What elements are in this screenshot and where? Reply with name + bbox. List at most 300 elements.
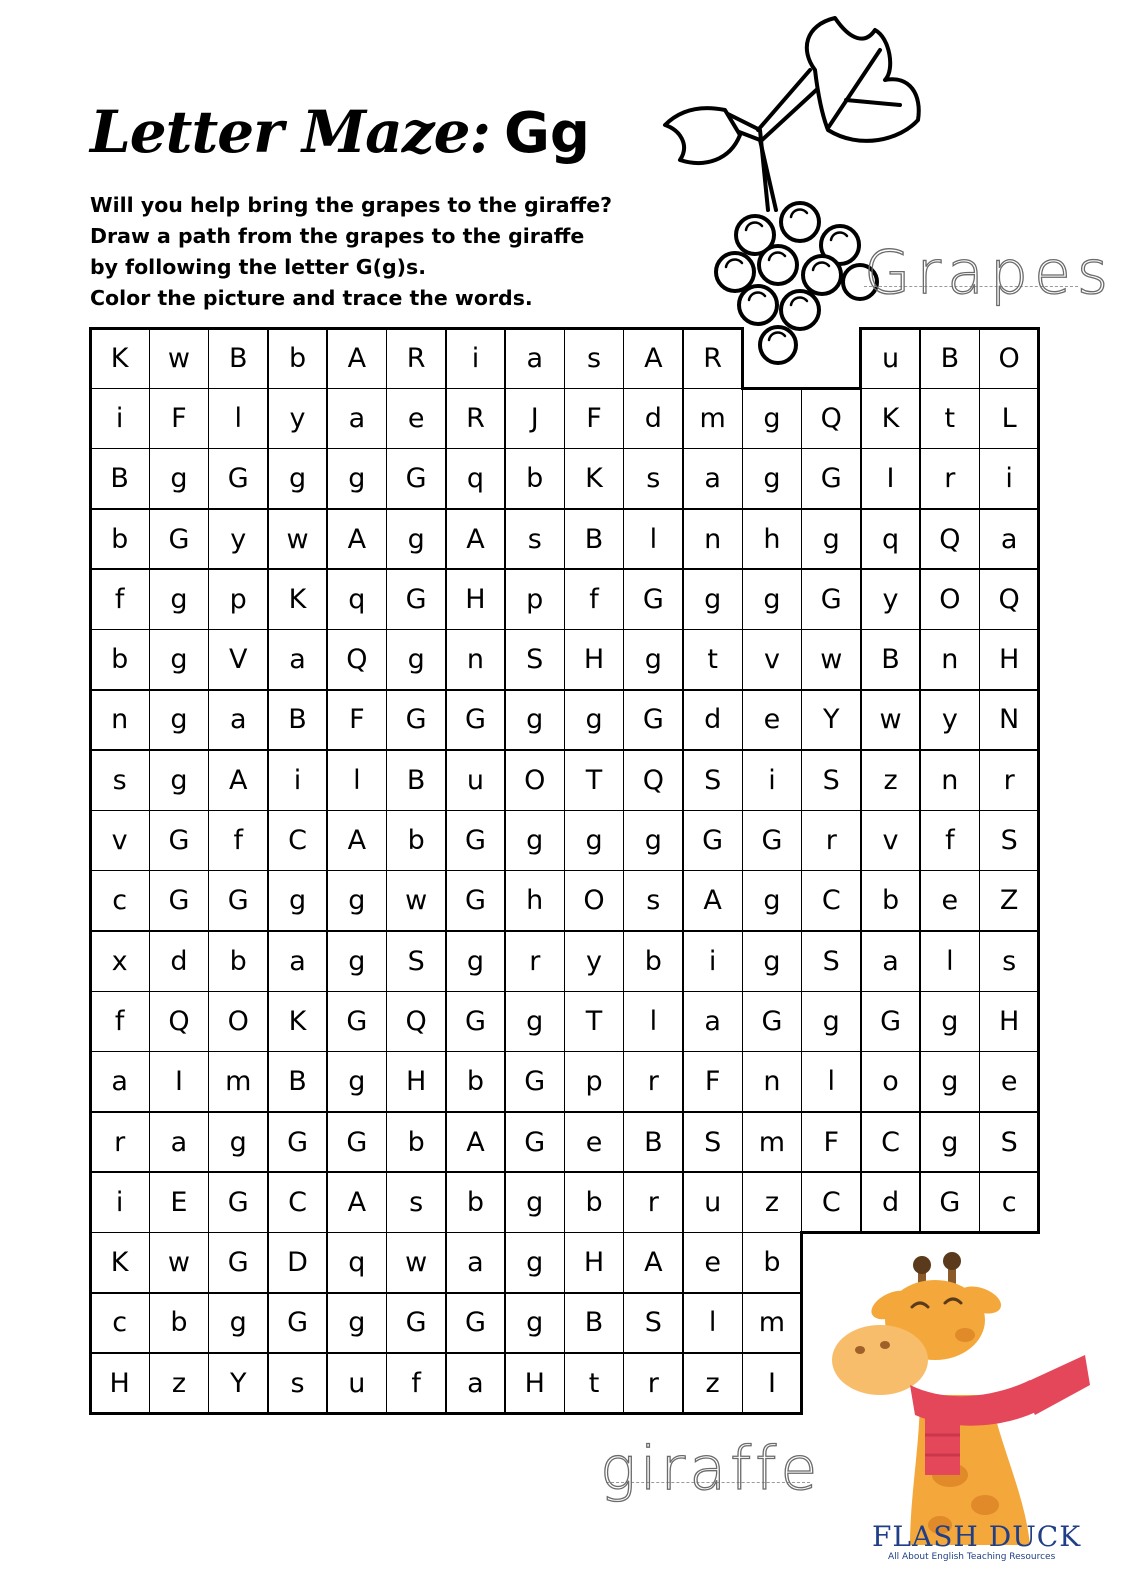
maze-cell[interactable]: q	[881, 523, 900, 555]
maze-cell[interactable]: g	[466, 945, 485, 977]
maze-cell[interactable]: g	[170, 463, 188, 495]
maze-cell[interactable]: g	[704, 583, 722, 615]
maze-cell[interactable]: w	[405, 1247, 428, 1279]
maze-cell[interactable]: b	[585, 1186, 603, 1218]
maze-cell[interactable]: G	[168, 885, 190, 917]
maze-cell[interactable]: R	[466, 402, 485, 434]
maze-cell[interactable]: a	[467, 1247, 484, 1279]
maze-grid-line	[563, 1412, 625, 1415]
maze-cell[interactable]: r	[825, 825, 837, 857]
maze-cell[interactable]: G	[524, 1066, 546, 1098]
maze-cell[interactable]: a	[882, 945, 899, 977]
maze-cell[interactable]: B	[288, 704, 307, 736]
maze-grid-line	[741, 387, 803, 390]
maze-cell[interactable]: G	[642, 704, 664, 736]
maze-cell[interactable]: H	[405, 1066, 427, 1098]
maze-cell[interactable]: l	[708, 1307, 717, 1339]
maze-cell[interactable]: b	[229, 945, 247, 977]
maze-cell[interactable]: A	[466, 1126, 485, 1158]
maze-cell[interactable]: w	[405, 885, 428, 917]
maze-cell[interactable]: r	[647, 1186, 659, 1218]
maze-cell[interactable]: e	[763, 704, 781, 736]
maze-cell[interactable]: g	[526, 1247, 544, 1279]
maze-cell[interactable]: B	[288, 1066, 307, 1098]
maze-cell[interactable]: G	[346, 1005, 368, 1037]
maze-cell[interactable]: g	[763, 402, 781, 434]
maze-cell[interactable]: i	[293, 764, 302, 796]
maze-cell[interactable]: C	[881, 1126, 900, 1158]
maze-cell[interactable]: o	[882, 1066, 899, 1098]
maze-cell[interactable]: G	[405, 704, 427, 736]
maze-cell[interactable]: I	[767, 1367, 776, 1399]
maze-cell[interactable]: K	[288, 583, 307, 615]
maze-cell[interactable]: G	[702, 825, 724, 857]
maze-cell[interactable]: S	[822, 764, 840, 796]
maze-cell[interactable]: b	[881, 885, 900, 917]
maze-cell[interactable]: g	[763, 885, 781, 917]
maze-cell[interactable]: p	[526, 583, 544, 615]
maze-cell[interactable]: q	[466, 463, 485, 495]
maze-cell[interactable]: N	[999, 704, 1020, 736]
maze-cell[interactable]: B	[644, 1126, 663, 1158]
maze-cell[interactable]: G	[287, 1307, 308, 1339]
maze-cell[interactable]: H	[583, 1247, 605, 1279]
maze-cell[interactable]: B	[584, 523, 604, 555]
maze-cell[interactable]: S	[1000, 825, 1018, 857]
maze-grid-line	[89, 1291, 92, 1354]
maze-cell[interactable]: A	[703, 885, 722, 917]
maze-cell[interactable]: u	[704, 1186, 722, 1218]
maze-cell[interactable]: g	[407, 644, 425, 676]
maze-cell[interactable]: G	[820, 583, 842, 615]
maze-cell[interactable]: S	[822, 945, 840, 977]
maze-cell[interactable]: H	[583, 644, 605, 676]
maze-cell[interactable]: a	[467, 1367, 484, 1399]
maze-cell[interactable]: Q	[998, 583, 1020, 615]
maze-cell[interactable]: g	[585, 704, 603, 736]
maze-cell[interactable]: F	[823, 1126, 839, 1158]
maze-cell[interactable]: G	[346, 1126, 368, 1158]
maze-cell[interactable]: D	[287, 1247, 308, 1279]
maze-cell[interactable]: g	[763, 463, 781, 495]
maze-cell[interactable]: A	[347, 523, 367, 555]
maze-cell[interactable]: a	[348, 402, 366, 434]
maze-grid-line	[385, 1412, 447, 1415]
maze-cell[interactable]: r	[114, 1126, 126, 1158]
maze-cell[interactable]: r	[1003, 764, 1015, 796]
maze-cell[interactable]: g	[526, 1005, 544, 1037]
maze-cell[interactable]: z	[764, 1186, 780, 1218]
maze-cell[interactable]: a	[526, 342, 544, 374]
maze-cell[interactable]: C	[821, 885, 841, 917]
maze-cell[interactable]: u	[348, 1367, 366, 1399]
maze-cell[interactable]: b	[644, 945, 662, 977]
maze-cell[interactable]: r	[944, 463, 956, 495]
maze-cell[interactable]: G	[880, 1005, 901, 1037]
maze-cell[interactable]: g	[288, 885, 307, 917]
maze-cell[interactable]: g	[585, 825, 603, 857]
maze-cell[interactable]: r	[529, 945, 541, 977]
maze-cell[interactable]: g	[229, 1126, 247, 1158]
maze-cell[interactable]: u	[881, 342, 900, 374]
maze-cell[interactable]: B	[881, 644, 900, 676]
maze-cell[interactable]: G	[168, 825, 190, 857]
maze-cell[interactable]: l	[827, 1066, 835, 1098]
maze-cell[interactable]: G	[820, 463, 842, 495]
maze-cell[interactable]: V	[229, 644, 248, 676]
maze-cell[interactable]: g	[822, 523, 840, 555]
maze-cell[interactable]: g	[348, 1307, 366, 1339]
maze-cell[interactable]: J	[530, 402, 539, 434]
maze-grid-line	[89, 1231, 92, 1294]
maze-cell[interactable]: s	[587, 342, 602, 374]
maze-cell[interactable]: s	[527, 523, 542, 555]
maze-grid-line	[1037, 327, 1040, 390]
maze-cell[interactable]: Z	[999, 885, 1019, 917]
maze-cell[interactable]: s	[646, 885, 661, 917]
maze-grid-line	[622, 1412, 684, 1415]
maze-cell[interactable]: z	[705, 1367, 720, 1399]
maze-cell[interactable]: G	[524, 1126, 546, 1158]
maze-cell[interactable]: d	[644, 402, 662, 434]
maze-cell[interactable]: G	[761, 825, 783, 857]
maze-cell[interactable]: h	[763, 523, 781, 555]
maze-cell[interactable]: g	[229, 1307, 247, 1339]
maze-cell[interactable]: A	[644, 342, 663, 374]
maze-cell[interactable]: m	[758, 1126, 786, 1158]
maze-cell[interactable]: I	[174, 1066, 183, 1098]
maze-cell[interactable]: a	[1000, 523, 1018, 555]
maze-cell[interactable]: B	[110, 463, 129, 495]
maze-cell[interactable]: b	[407, 1126, 425, 1158]
maze-cell[interactable]: p	[229, 583, 247, 615]
maze-cell[interactable]: f	[945, 825, 955, 857]
maze-cell[interactable]: w	[167, 342, 190, 374]
maze-cell[interactable]: S	[1000, 1126, 1018, 1158]
maze-grid-line	[89, 507, 92, 570]
maze-cell[interactable]: g	[526, 1186, 544, 1218]
maze-cell[interactable]: f	[114, 583, 125, 615]
maze-grid-line	[1037, 1171, 1040, 1234]
maze-cell[interactable]: G	[405, 463, 427, 495]
maze-cell[interactable]: m	[758, 1307, 786, 1339]
maze-cell[interactable]: y	[882, 583, 899, 615]
maze-cell[interactable]: g	[348, 945, 366, 977]
maze-cell[interactable]: g	[526, 704, 544, 736]
maze-cell[interactable]: a	[229, 704, 247, 736]
maze-cell[interactable]: K	[110, 342, 129, 374]
maze-cell[interactable]: O	[939, 583, 961, 615]
maze-cell[interactable]: p	[585, 1066, 603, 1098]
maze-cell[interactable]: A	[644, 1247, 663, 1279]
maze-cell[interactable]: b	[407, 825, 425, 857]
maze-cell[interactable]: g	[763, 583, 781, 615]
maze-cell[interactable]: i	[471, 342, 480, 374]
maze-cell[interactable]: n	[466, 644, 484, 676]
maze-cell[interactable]: H	[524, 1367, 545, 1399]
maze-cell[interactable]: t	[707, 644, 718, 676]
maze-cell[interactable]: y	[586, 945, 603, 977]
maze-cell[interactable]: i	[115, 1186, 124, 1218]
maze-grid-line	[1037, 447, 1040, 510]
maze-cell[interactable]: a	[289, 644, 306, 676]
maze-cell[interactable]: K	[585, 463, 603, 495]
maze-cell[interactable]: K	[288, 1005, 307, 1037]
maze-cell[interactable]: w	[167, 1247, 190, 1279]
maze-cell[interactable]: B	[584, 1307, 604, 1339]
maze-cell[interactable]: n	[763, 1066, 781, 1098]
maze-cell[interactable]: O	[227, 1005, 249, 1037]
maze-cell[interactable]: s	[646, 463, 661, 495]
maze-cell[interactable]: G	[464, 825, 486, 857]
maze-cell[interactable]: g	[763, 945, 781, 977]
maze-cell[interactable]: i	[708, 945, 717, 977]
maze-cell[interactable]: t	[588, 1367, 600, 1399]
maze-cell[interactable]: m	[225, 1066, 252, 1098]
maze-cell[interactable]: l	[649, 523, 658, 555]
maze-cell[interactable]: g	[644, 644, 662, 676]
maze-cell[interactable]: G	[287, 1126, 308, 1158]
maze-cell[interactable]: n	[941, 764, 959, 796]
maze-cell[interactable]: S	[526, 644, 544, 676]
maze-cell[interactable]: G	[227, 1247, 249, 1279]
maze-cell[interactable]: G	[227, 885, 249, 917]
maze-cell[interactable]: l	[234, 402, 242, 434]
maze-cell[interactable]: h	[526, 885, 544, 917]
maze-cell[interactable]: R	[703, 342, 723, 374]
maze-grid-line	[207, 1412, 269, 1415]
maze-grid-line	[385, 327, 447, 330]
maze-cell[interactable]: f	[114, 1005, 125, 1037]
maze-cell[interactable]: A	[466, 523, 485, 555]
maze-cell[interactable]: F	[704, 1066, 721, 1098]
maze-cell[interactable]: A	[347, 1186, 367, 1218]
maze-cell[interactable]: n	[704, 523, 722, 555]
maze-cell[interactable]: I	[886, 463, 895, 495]
maze-cell[interactable]: Q	[405, 1005, 427, 1037]
maze-cell[interactable]: A	[347, 825, 367, 857]
maze-cell[interactable]: S	[704, 1126, 722, 1158]
maze-cell[interactable]: b	[466, 1066, 485, 1098]
maze-cell[interactable]: H	[465, 583, 486, 615]
maze-cell[interactable]: e	[1000, 1066, 1018, 1098]
maze-cell[interactable]: Q	[820, 402, 842, 434]
instruction-line: Color the picture and trace the words.	[90, 286, 533, 310]
maze-cell[interactable]: g	[348, 463, 366, 495]
maze-cell[interactable]: a	[704, 463, 721, 495]
maze-cell[interactable]: s	[112, 764, 127, 796]
maze-cell[interactable]: b	[526, 463, 544, 495]
flash-duck-logo	[872, 1520, 1082, 1570]
maze-cell[interactable]: e	[585, 1126, 603, 1158]
maze-cell[interactable]: g	[941, 1005, 959, 1037]
maze-cell[interactable]: s	[1002, 945, 1017, 977]
maze-cell[interactable]: l	[946, 945, 954, 977]
maze-cell[interactable]: g	[348, 885, 366, 917]
maze-cell[interactable]: i	[115, 402, 124, 434]
maze-cell[interactable]: e	[704, 1247, 721, 1279]
maze-cell[interactable]: S	[407, 945, 425, 977]
maze-cell[interactable]: H	[109, 1367, 130, 1399]
maze-cell[interactable]: A	[347, 342, 367, 374]
maze-cell[interactable]: G	[464, 1005, 486, 1037]
maze-cell[interactable]: Y	[822, 704, 840, 736]
maze-grid-line	[148, 1412, 210, 1415]
maze-cell[interactable]: C	[288, 825, 307, 857]
maze-cell[interactable]: l	[649, 1005, 658, 1037]
maze-cell[interactable]: H	[998, 1005, 1020, 1037]
maze-cell[interactable]: d	[881, 1186, 900, 1218]
maze-cell[interactable]: a	[111, 1066, 128, 1098]
maze-cell[interactable]: l	[353, 764, 361, 796]
maze-cell[interactable]: Y	[229, 1367, 247, 1399]
maze-cell[interactable]: E	[170, 1186, 188, 1218]
maze-cell[interactable]: t	[944, 402, 956, 434]
maze-cell[interactable]: B	[228, 342, 248, 374]
maze-cell[interactable]: A	[229, 764, 248, 796]
maze-cell[interactable]: G	[642, 583, 664, 615]
maze-cell[interactable]: G	[227, 1186, 249, 1218]
maze-cell[interactable]: y	[941, 704, 958, 736]
maze-cell[interactable]: b	[466, 1186, 485, 1218]
maze-cell[interactable]: b	[111, 523, 129, 555]
maze-cell[interactable]: c	[112, 885, 128, 917]
maze-cell[interactable]: K	[881, 402, 900, 434]
maze-cell[interactable]: r	[647, 1367, 659, 1399]
maze-cell[interactable]: r	[647, 1066, 659, 1098]
maze-grid-line	[1037, 628, 1040, 691]
maze-cell[interactable]: F	[349, 704, 365, 736]
maze-cell[interactable]: z	[171, 1367, 187, 1399]
maze-grid-line	[1037, 688, 1040, 751]
maze-cell[interactable]: v	[111, 825, 128, 857]
maze-cell[interactable]: g	[348, 1066, 366, 1098]
maze-cell[interactable]: d	[704, 704, 722, 736]
maze-cell[interactable]: c	[112, 1307, 128, 1339]
maze-grid-line	[1037, 930, 1040, 993]
maze-cell[interactable]: a	[170, 1126, 188, 1158]
maze-cell[interactable]: C	[821, 1186, 841, 1218]
maze-cell[interactable]: q	[348, 583, 366, 615]
title-main: Letter Maze:	[90, 98, 490, 166]
maze-cell[interactable]: n	[941, 644, 959, 676]
maze-grid-line	[1037, 749, 1040, 812]
maze-cell[interactable]: T	[585, 1005, 603, 1037]
maze-cell[interactable]: O	[524, 764, 546, 796]
maze-cell[interactable]: f	[411, 1367, 421, 1399]
maze-grid-line	[682, 327, 744, 330]
maze-cell[interactable]: G	[464, 704, 486, 736]
maze-cell[interactable]: G	[405, 583, 427, 615]
maze-cell[interactable]: B	[940, 342, 960, 374]
maze-cell[interactable]: F	[171, 402, 187, 434]
maze-cell[interactable]: G	[405, 1307, 427, 1339]
maze-cell[interactable]: w	[286, 523, 309, 555]
maze-cell[interactable]: O	[583, 885, 605, 917]
maze-cell[interactable]: n	[111, 704, 129, 736]
maze-cell[interactable]: G	[939, 1186, 961, 1218]
maze-cell[interactable]: g	[941, 1126, 959, 1158]
maze-cell[interactable]: g	[170, 583, 188, 615]
maze-cell[interactable]: g	[822, 1005, 840, 1037]
maze-cell[interactable]: e	[941, 885, 959, 917]
maze-cell[interactable]: w	[879, 704, 902, 736]
maze-cell[interactable]: e	[407, 402, 425, 434]
maze-cell[interactable]: G	[761, 1005, 783, 1037]
maze-cell[interactable]: K	[110, 1247, 129, 1279]
maze-cell[interactable]: g	[407, 523, 425, 555]
maze-cell[interactable]: Q	[642, 764, 664, 796]
maze-cell[interactable]: Q	[939, 523, 961, 555]
maze-cell[interactable]: g	[170, 764, 188, 796]
maze-cell[interactable]: F	[586, 402, 602, 434]
maze-cell[interactable]: d	[170, 945, 188, 977]
maze-cell[interactable]: i	[768, 764, 776, 796]
maze-cell[interactable]: T	[585, 764, 603, 796]
maze-cell[interactable]: s	[290, 1367, 305, 1399]
maze-cell[interactable]: b	[170, 1307, 188, 1339]
maze-cell[interactable]: G	[464, 1307, 486, 1339]
maze-cell[interactable]: B	[406, 764, 426, 796]
maze-grid-line	[1037, 568, 1040, 631]
maze-cell[interactable]: q	[348, 1247, 366, 1279]
maze-cell[interactable]: y	[230, 523, 247, 555]
maze-cell[interactable]: f	[233, 825, 243, 857]
maze-cell[interactable]: G	[464, 885, 486, 917]
maze-cell[interactable]: Q	[346, 644, 368, 676]
maze-cell[interactable]: G	[227, 463, 249, 495]
maze-cell[interactable]: C	[288, 1186, 307, 1218]
maze-cell[interactable]: a	[289, 945, 306, 977]
maze-cell[interactable]: g	[644, 825, 662, 857]
maze-cell[interactable]: v	[763, 644, 780, 676]
maze-cell[interactable]: z	[883, 764, 898, 796]
maze-cell[interactable]: g	[526, 1307, 544, 1339]
maze-cell[interactable]: b	[288, 342, 307, 374]
maze-grid-line	[978, 327, 1040, 330]
maze-cell[interactable]: g	[170, 644, 188, 676]
maze-cell[interactable]: g	[170, 704, 188, 736]
maze-grid-line	[919, 327, 981, 330]
maze-cell[interactable]: S	[644, 1307, 662, 1339]
maze-cell[interactable]: Q	[168, 1005, 190, 1037]
maze-cell[interactable]: G	[168, 523, 190, 555]
maze-cell[interactable]: L	[1001, 402, 1017, 434]
maze-cell[interactable]: S	[704, 764, 722, 796]
maze-cell[interactable]: a	[704, 1005, 721, 1037]
maze-cell[interactable]: v	[882, 825, 899, 857]
maze-cell[interactable]: b	[763, 1247, 781, 1279]
maze-cell[interactable]: R	[406, 342, 426, 374]
maze-grid-line	[682, 1412, 744, 1415]
maze-grid-line	[800, 387, 862, 390]
maze-cell[interactable]: O	[998, 342, 1020, 374]
maze-cell[interactable]: x	[111, 945, 128, 977]
maze-cell[interactable]: c	[1001, 1186, 1017, 1218]
maze-cell[interactable]: m	[699, 402, 726, 434]
maze-cell[interactable]: s	[409, 1186, 424, 1218]
maze-cell[interactable]: g	[941, 1066, 959, 1098]
maze-cell[interactable]: w	[820, 644, 843, 676]
maze-cell[interactable]: u	[466, 764, 484, 796]
maze-cell[interactable]: i	[1005, 463, 1013, 495]
maze-cell[interactable]: y	[289, 402, 306, 434]
maze-cell[interactable]: g	[288, 463, 307, 495]
maze-cell[interactable]: f	[589, 583, 599, 615]
maze-cell[interactable]: g	[526, 825, 544, 857]
maze-cell[interactable]: b	[111, 644, 129, 676]
maze-cell[interactable]: H	[998, 644, 1020, 676]
